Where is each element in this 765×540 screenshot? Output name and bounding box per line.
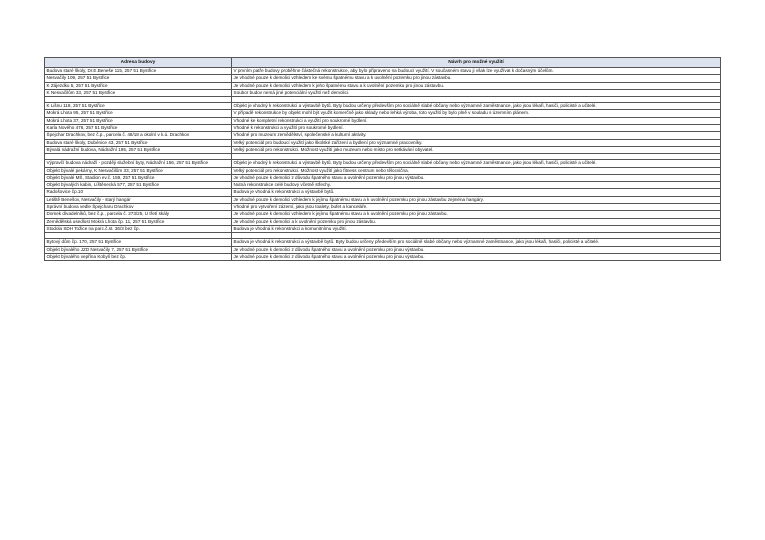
address-cell: Zemědělská usedlost Mokrá Lhota čp. 11, 257 51 Bystřice [45, 218, 232, 225]
table-row [45, 218, 721, 225]
proposal-cell: Vhodné k rekonstrukci a využití pro soukromé bydlení. [232, 125, 721, 132]
proposal-cell: Vhodné pro muzeum zemědělství, společenské a kulturní aktivity. [232, 132, 721, 139]
building-usage-table [44, 57, 721, 261]
table-row [45, 189, 721, 196]
proposal-cell: Velký potenciál pro rekonstrukci. Možnost využití jako fitness centrum nebo tělocvična. [232, 167, 721, 174]
proposal-cell: Budova je vhodná k rekonstrukci a výstavbě bytů. Byty budou určeny především pro sociálně slabé občany nebo významné zaměstnance, jako jsou lékaři, hasiči, policisté a učitelé. [232, 239, 721, 246]
proposal-cell: Je vhodné pouze k demolici z důvodu špatného stavu a uvolnění pozemku pro jinou výstavbu. [232, 246, 721, 253]
proposal-cell: Je vhodné pouze k demolici vzhledem k jejímu špatnému stavu a k uvolnění pozemku pro jinou zástavbu. [232, 211, 721, 218]
proposal-cell: Nutná rekonstrukce celé budovy včetně střechy. [232, 182, 721, 189]
table-row [45, 211, 721, 218]
address-cell: Mokrá Lhota 37, 257 51 Bystřice [45, 117, 232, 124]
address-cell: Stodola SDH Tožice na parc.č.st. 36/3 bez čp. [45, 225, 232, 232]
address-cell: Bývalá nádražní budova, Nádražní 195, 257 51 Bystřice [45, 146, 232, 153]
header-proposal: Návrh pro možné využití [232, 58, 721, 68]
address-cell: Nesvačily 109, 257 51 Bystřice [45, 75, 232, 82]
proposal-cell: Je vhodné pouze k demolici z důvodu špatného stavu a uvolnění pozemku pro jinou výstavbu. [232, 174, 721, 181]
address-cell: Objekt bývalých kabin, Líštěnecká 577, 257 51 Bystřice [45, 182, 232, 189]
proposal-cell: Je vhodné pouze k demolici a k uvolnění pozemku pro jinou zástavbu. [232, 218, 721, 225]
proposal-cell: V případě rekonstrukce by objekt mohl být využit komerčně jako sklady nebo lehká výroba, toto využití by bylo plně v souladu s územním plánem. [232, 110, 721, 117]
table-header-row [45, 58, 721, 68]
address-cell: Radošovice čp.10 [45, 189, 232, 196]
address-cell: Letiště Benešov, Nesvačily - starý hangár [45, 196, 232, 203]
address-cell: K Zájezdku 5, 257 51 Bystřice [45, 82, 232, 89]
table-row [45, 75, 721, 82]
proposal-cell: Objekt je vhodný k rekonstrukci a výstavbě bytů. Byty budou určeny především pro sociálně slabé občany nebo významné zaměstnance, jako jsou lékaři, hasiči, policisté a učitelé. [232, 103, 721, 110]
address-cell: Objekt bývalé pekárny, K Nesvačilům 33, 257 51 Bystřice [45, 167, 232, 174]
proposal-cell: Objekt je vhodný k rekonstrukci a výstavbě bytů. Byty budou určeny především pro sociálně slabé občany nebo významné zaměstnance, jako jsou lékaři, hasiči, policisté a učitelé. [232, 160, 721, 167]
address-cell: Objekt bývalé MŠ, Stadion ev.č. 159, 257 51 Bystřice [45, 174, 232, 181]
address-cell: Budova staré školy, Dr.E.Beneše 115, 257 51 Bystřice [45, 68, 232, 75]
address-cell: Správní budova vedle Špejcharu Drachkov [45, 204, 232, 211]
proposal-cell: Je vhodné pouze k demolici vzhledem k jeho špatnému stavu a k uvolnění pozemku pro jinou zástavbu. [232, 82, 721, 89]
table-row [45, 225, 721, 232]
proposal-cell: Je vhodné pouze k demolici vzhledem k jejímu špatnému stavu a k uvolnění pozemku pro jinou zástavbu zejména hangáry. [232, 196, 721, 203]
table-row [45, 253, 721, 260]
proposal-cell: Velký potenciál pro rekonstrukci. Možnost využití jako muzeum nebo místo pro setkávání obyvatel. [232, 146, 721, 153]
address-cell: Mokrá Lhota 95, 257 51 Bystřice [45, 110, 232, 117]
proposal-cell: Velký potenciál pro budoucí využití jako školské zařízení a bydlení pro významné pracovníky. [232, 139, 721, 146]
address-cell: K Lišnu 118, 257 51 Bystřice [45, 103, 232, 110]
proposal-cell: Soubor budov nemá jiné potenciální využití než demolici. [232, 89, 721, 96]
proposal-cell: Je vhodné pouze k demolici z důvodu špatného stavu a uvolnění pozemku pro jinou výstavbu. [232, 253, 721, 260]
table-row [45, 117, 721, 124]
address-cell: Bytový dům čp. 170, 257 51 Bystřice [45, 239, 232, 246]
header-address: Adresa budovy [45, 58, 232, 68]
table-row [45, 146, 721, 153]
table-row [45, 182, 721, 189]
address-cell: Objekt bývalého vepřína Kobylí bez čp. [45, 253, 232, 260]
address-cell: Budova staré školy, Dubénice 43, 257 51 Bystřice [45, 139, 232, 146]
table-row [45, 239, 721, 246]
table-row [45, 125, 721, 132]
proposal-cell: Vhodné pro vytvoření zázemí, jako jsou toalety, bufet a kanceláře. [232, 204, 721, 211]
proposal-cell: Budova je vhodná k rekonstrukci a výstavbě bytů. [232, 189, 721, 196]
address-cell: Špejchar Drachkov, bez č.p., parcela č. 48/18 a okolní v k.ú. Drachkov [45, 132, 232, 139]
address-cell: K Nesvačilům 33, 257 51 Bystřice [45, 89, 232, 96]
address-cell: Domek dívadelníků, bez č.p., parcela č. 273/25, U třetí skály [45, 211, 232, 218]
proposal-cell: Je vhodné pouze k demolici vzhledem ke svému špatnému stavu a k uvolnění pozemku pro jinou zástavbu. [232, 75, 721, 82]
table-row [45, 204, 721, 211]
table-row [45, 167, 721, 174]
address-cell: Objekt bývalého JZD Nesvačily 7, 257 51 Bystřice [45, 246, 232, 253]
table-row [45, 139, 721, 146]
table-row [45, 89, 721, 96]
table-row [45, 160, 721, 167]
address-cell: Karla Nového 476, 257 51 Bystřice [45, 125, 232, 132]
address-cell: Výpravčí budova nádraží - později služební byty, Nádražní 156, 257 51 Bystřice [45, 160, 232, 167]
table-row [45, 246, 721, 253]
proposal-cell: Budova je vhodná k rekonstrukci a komunitnímu využití. [232, 225, 721, 232]
table-row [45, 132, 721, 139]
proposal-cell: Vhodné ke kompletní rekonstrukci a využití pro soukromé bydlení. [232, 117, 721, 124]
table-row [45, 110, 721, 117]
table-row [45, 174, 721, 181]
table-row [45, 68, 721, 75]
table-row [45, 82, 721, 89]
table-row [45, 196, 721, 203]
proposal-cell: V prvním patře budovy proběhne částečná rekonstrukce, aby bylo připraveno na budoucí využití. V současném stavu ji však lze využívat k dočasným účelům. [232, 68, 721, 75]
table-body [45, 68, 721, 261]
table-row [45, 103, 721, 110]
